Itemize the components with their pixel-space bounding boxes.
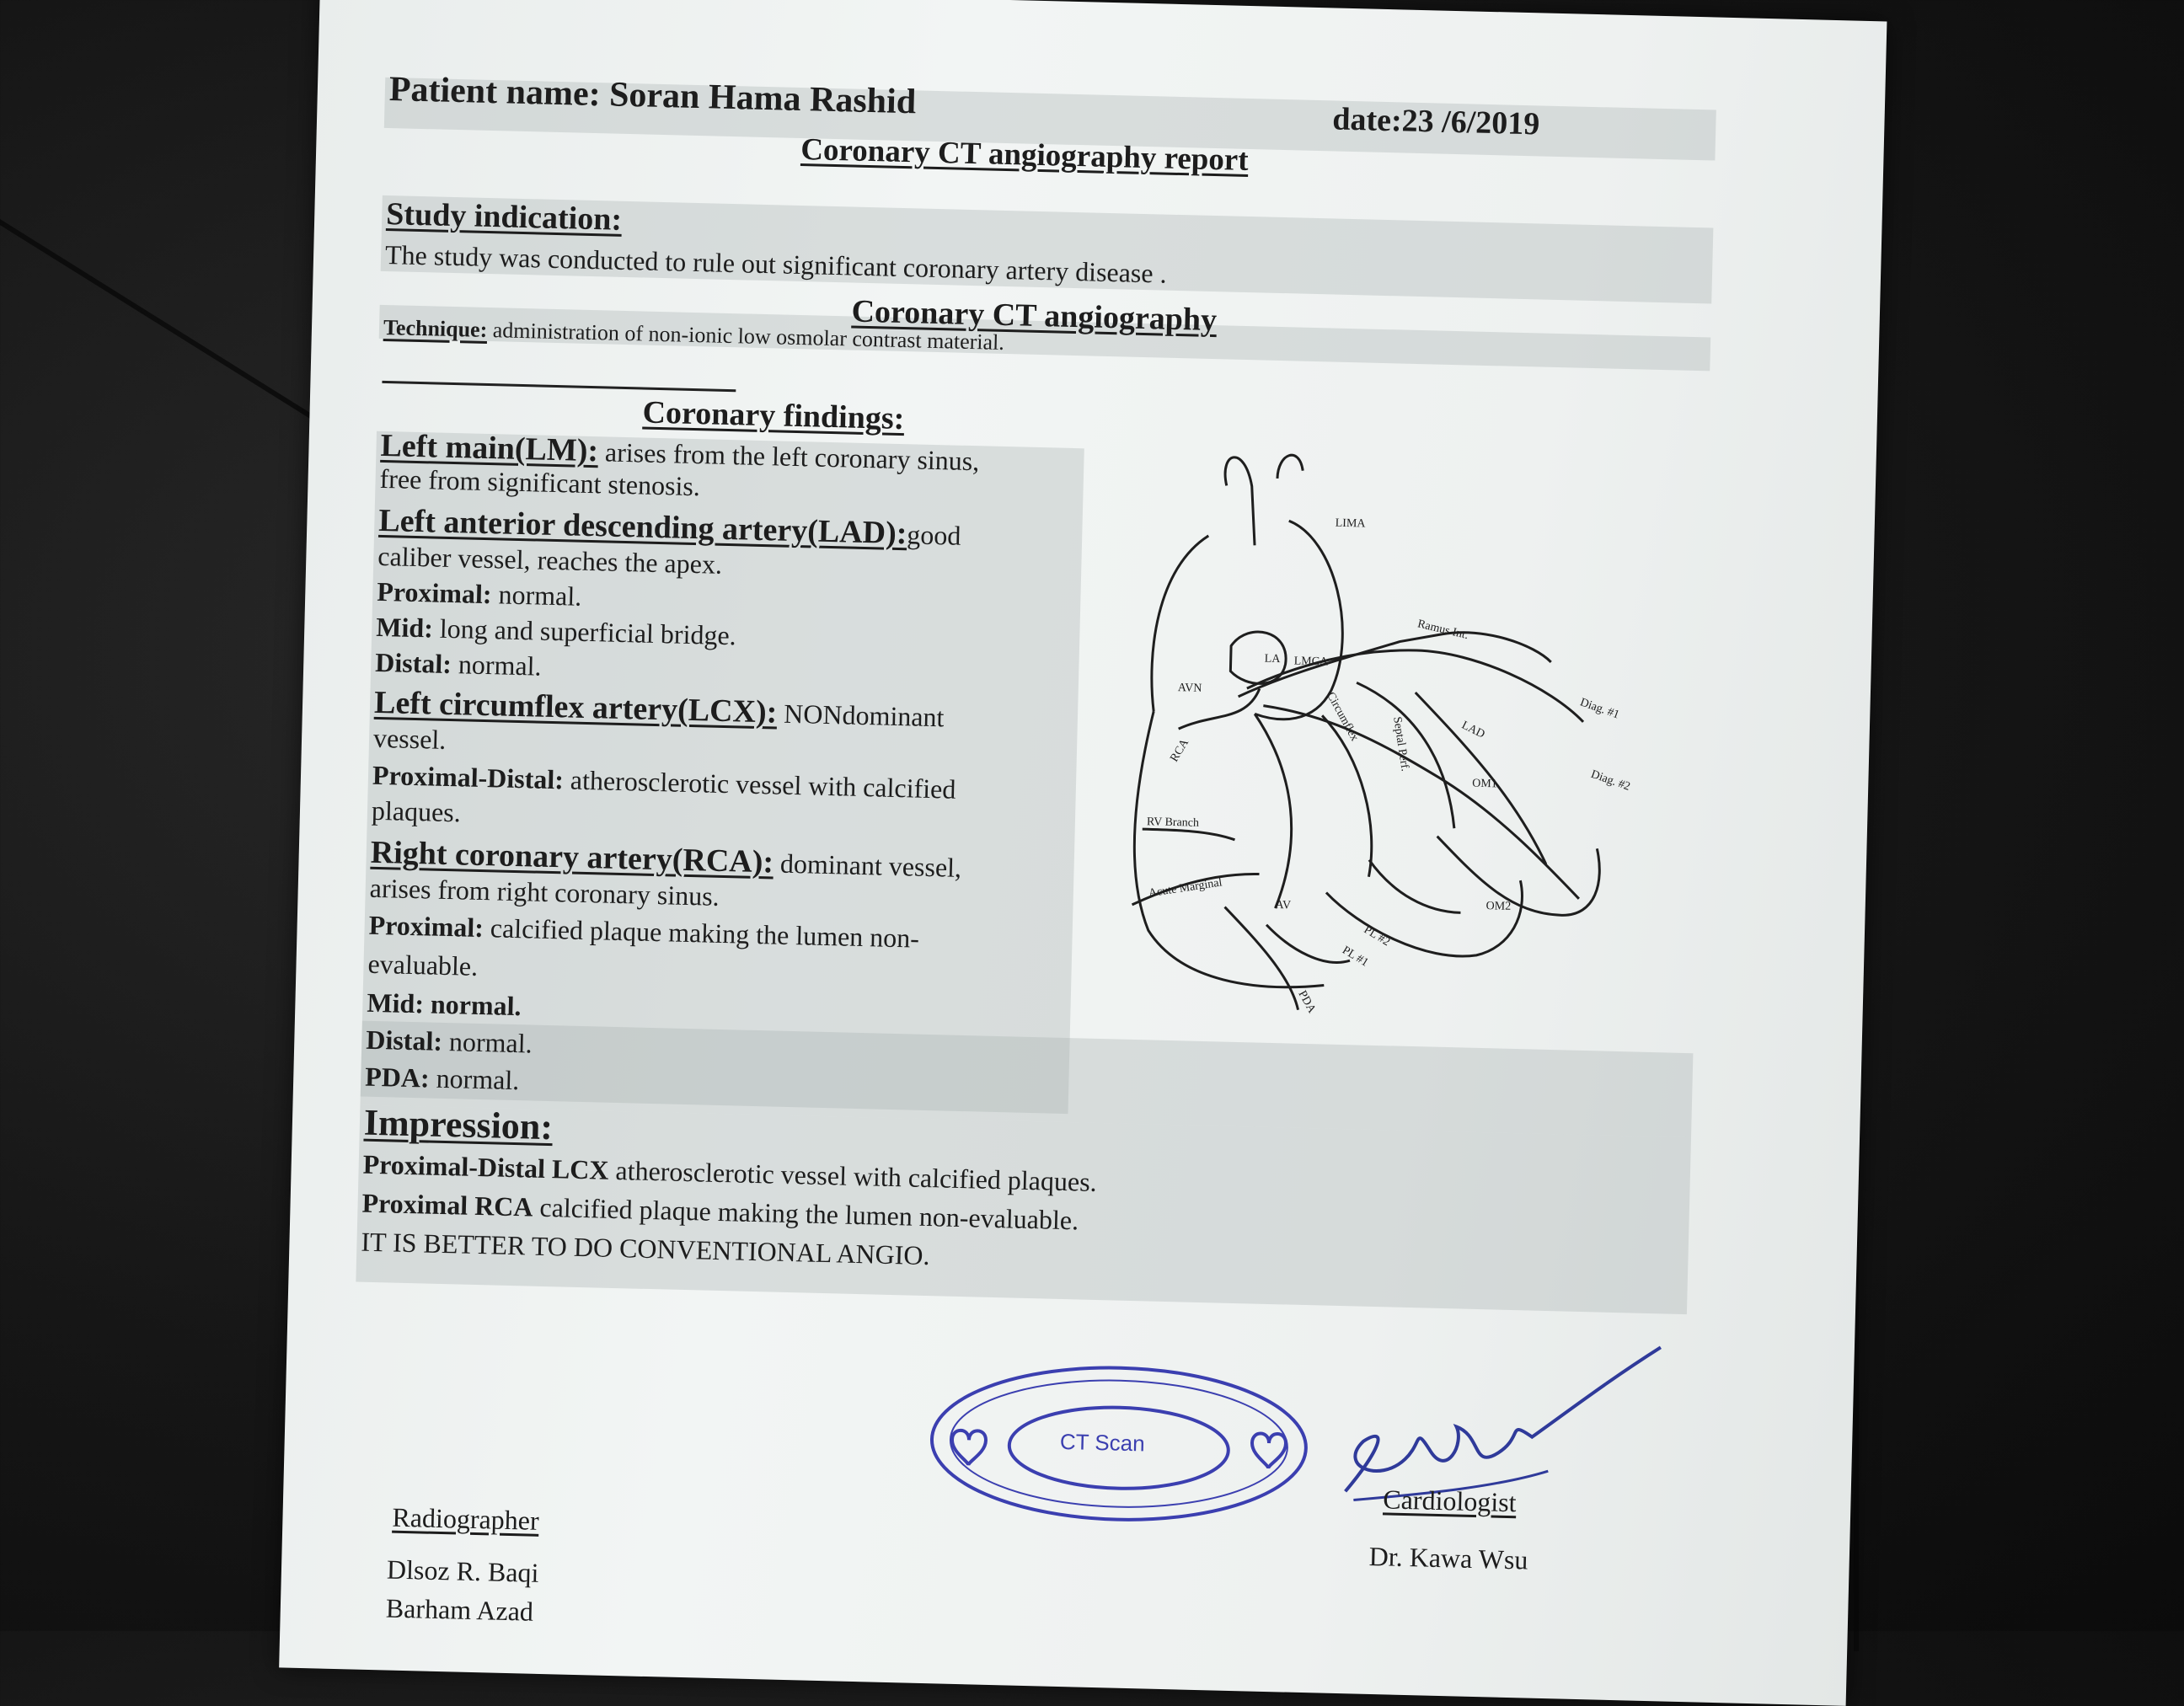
lad-proximal-value: normal. [498, 579, 582, 612]
clinic-stamp [923, 1355, 1315, 1532]
label-rca: RCA [1168, 736, 1192, 765]
lad-mid-label: Mid: [375, 611, 434, 644]
rca-distal-value: normal. [448, 1026, 533, 1059]
radiographer-title: Radiographer [392, 1501, 540, 1536]
lm-label: Left main(LM): [380, 427, 599, 469]
rca-proximal-text: calcified plaque making the lumen non- [490, 912, 920, 954]
label-septal: Septal Perf. [1390, 715, 1411, 773]
rca-pda-value: normal. [436, 1062, 520, 1096]
cta-heading: Coronary CT angiography [851, 293, 1218, 339]
rca-distal [366, 1024, 533, 1060]
label-pda: PDA [1295, 988, 1319, 1016]
label-lima: LIMA [1335, 516, 1366, 531]
study-indication-text: The study was conducted to rule out significant coronary artery disease . [384, 238, 1168, 289]
lad-proximal [377, 576, 582, 612]
lcx-pd-text: atherosclerotic vessel with calcified [570, 764, 956, 805]
label-lmca: LMCA [1293, 655, 1329, 669]
label-diag1: Diag. #1 [1578, 696, 1621, 722]
lcx-line2: vessel. [372, 722, 447, 755]
lad-proximal-label: Proximal: [376, 575, 493, 610]
rca-proximal-label: Proximal: [368, 909, 484, 944]
radiographer-name-2: Barham Azad [385, 1592, 534, 1627]
impression-line3: IT IS BETTER TO DO CONVENTIONAL ANGIO. [361, 1226, 930, 1271]
lad-mid-value: long and superficial bridge. [439, 612, 737, 651]
rca-line2: arises from right coronary sinus. [369, 872, 720, 912]
label-pl1: PL #1 [1340, 944, 1371, 970]
rca-pda-label: PDA: [364, 1061, 431, 1094]
rca-distal-label: Distal: [365, 1024, 443, 1056]
divider [382, 381, 736, 392]
radiographer-name-1: Dlsoz R. Baqi [386, 1554, 539, 1588]
label-pl2: PL #2 [1361, 923, 1393, 949]
lad-distal-value: normal. [458, 649, 543, 682]
cardiologist-name: Dr. Kawa Wsu [1368, 1540, 1528, 1575]
lad-label: Left anterior descending artery(LAD): [377, 502, 907, 552]
lcx-pd-label: Proximal-Distal: [372, 759, 565, 795]
lad-text: good [907, 519, 961, 551]
label-ramus: Ramus Int. [1416, 618, 1470, 643]
study-indication-heading: Study indication: [385, 196, 623, 238]
lcx-label: Left circumflex artery(LCX): [373, 684, 778, 730]
findings-heading: Coronary findings: [642, 394, 905, 437]
lad-distal-label: Distal: [374, 646, 452, 680]
lm-text: arises from the left coronary sinus, [604, 436, 980, 477]
label-la: LA [1264, 652, 1281, 666]
impression-line2-text: calcified plaque making the lumen non-evaluable. [539, 1191, 1079, 1236]
report-date: date:23 /6/2019 [1331, 101, 1540, 142]
lad-distal [375, 647, 542, 682]
lm-line2: free from significant stenosis. [379, 463, 701, 502]
cardiologist-title: Cardiologist [1382, 1484, 1518, 1518]
label-rv-branch: RV Branch [1146, 816, 1200, 830]
label-acute-marginal: Acute Marginal [1148, 876, 1223, 901]
label-lad: LAD [1459, 719, 1487, 741]
rca-text: dominant vessel, [779, 848, 962, 883]
impression-heading: Impression: [363, 1101, 554, 1148]
technique-text: administration of non-ionic low osmolar contrast material. [492, 318, 1005, 355]
rca-mid: Mid: normal. [367, 987, 522, 1022]
report-title: Coronary CT angiography report [800, 131, 1250, 178]
lcx-text: NONdominant [783, 698, 945, 733]
patient-label: Patient name: [388, 70, 602, 115]
report-page [279, 0, 1887, 1706]
label-circumflex: Circumflex [1324, 690, 1361, 744]
technique-label: Technique: [383, 314, 488, 342]
rca-proximal-line2: evaluable. [367, 948, 479, 981]
rca-pda [365, 1062, 520, 1096]
impression-line1-text: atherosclerotic vessel with calcified plaques. [615, 1154, 1098, 1197]
coronary-anatomy-diagram [1070, 431, 1691, 1035]
label-diag2: Diag. #2 [1589, 767, 1632, 794]
label-om2: OM2 [1485, 900, 1512, 913]
lad-line2: caliber vessel, reaches the apex. [377, 540, 723, 580]
label-avn: AVN [1177, 682, 1202, 695]
label-av: AV [1275, 899, 1292, 912]
label-om1: OM1 [1472, 777, 1497, 791]
stamp-text: CT Scan [1059, 1428, 1145, 1457]
rca-label: Right coronary artery(RCA): [370, 834, 774, 880]
impression-line1-label: Proximal-Distal LCX [362, 1148, 609, 1185]
patient-name: Soran Hama Rashid [608, 75, 917, 122]
impression-line2-label: Proximal RCA [361, 1187, 533, 1222]
lcx-pd-line2: plaques. [371, 794, 462, 828]
